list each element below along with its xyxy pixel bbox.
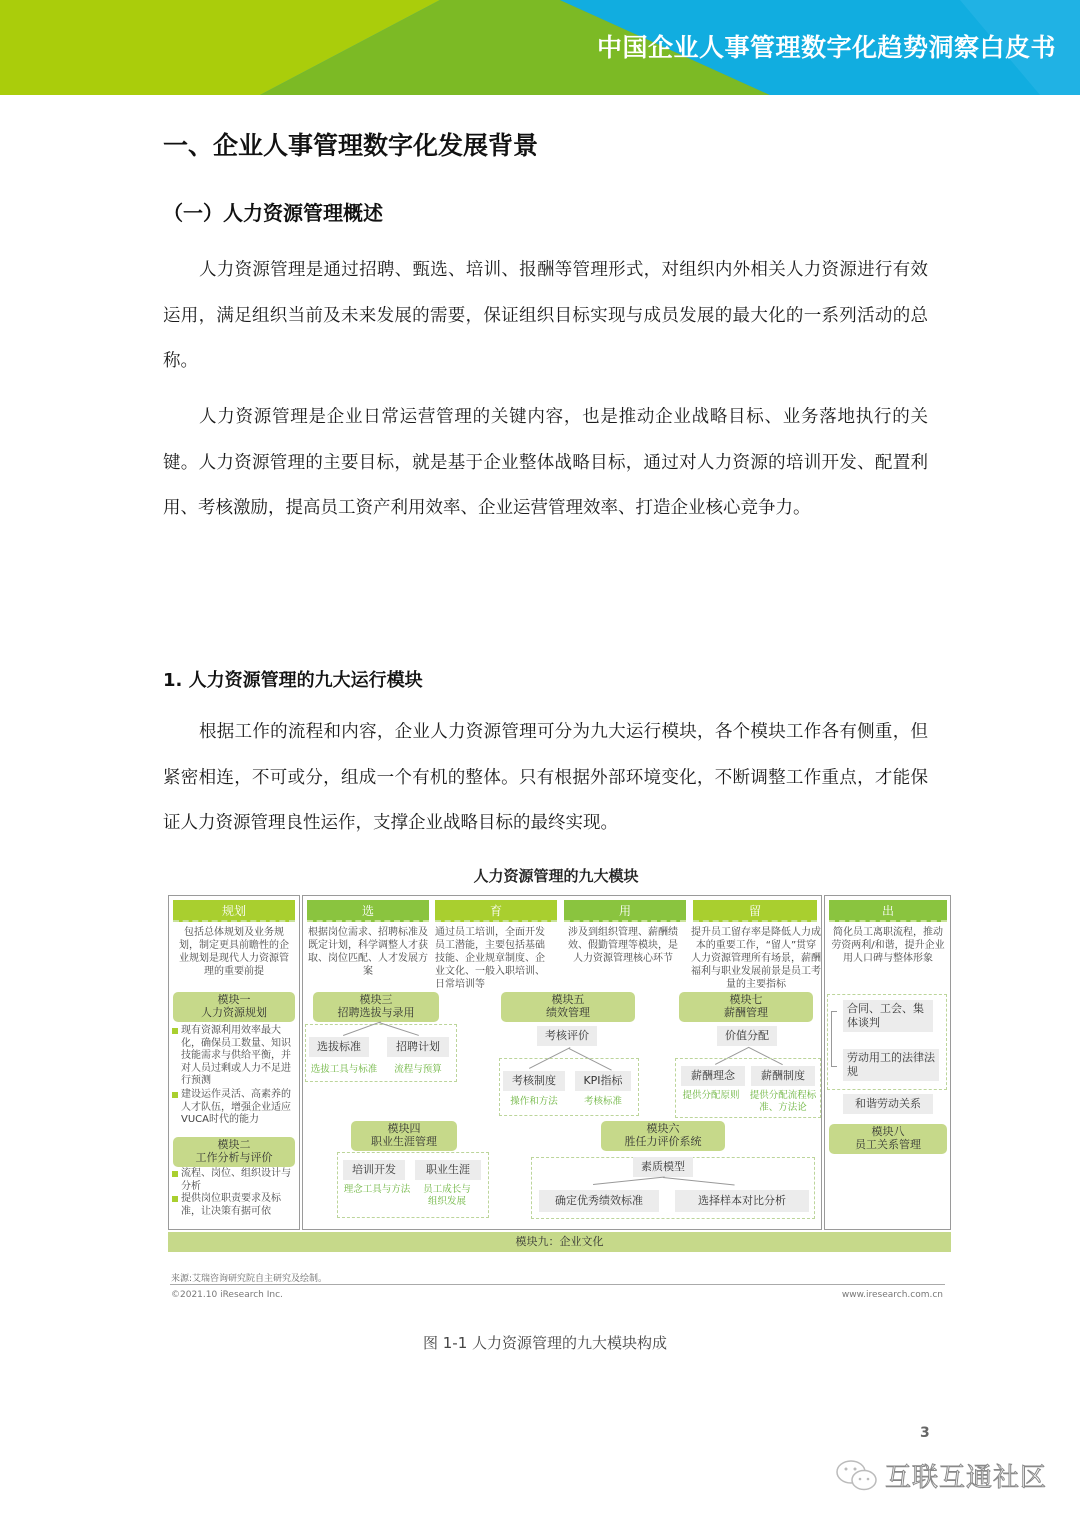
concept-note: 提供分配流程标准、方法论 [749, 1090, 817, 1113]
concept-center: 考核评价 [537, 1026, 597, 1046]
module-1 [173, 992, 295, 1022]
module-number: 模块六 [646, 1122, 680, 1135]
middle-columns [302, 895, 822, 1230]
module-number: 模块三 [359, 993, 393, 1006]
column-planning [168, 895, 300, 1230]
module-number: 模块一 [217, 993, 251, 1006]
module-6 [601, 1121, 725, 1151]
bullet-item: 现有资源利用效率最大化，确保员工数量、知识技能需求与供给平衡，并对人员过剩或人力不足进行预测 [172, 1025, 294, 1088]
column-header-develop: 育 [435, 900, 557, 922]
module-2 [173, 1137, 295, 1167]
module-title: 绩效管理 [546, 1006, 590, 1019]
concept-box: 选拔标准 [309, 1037, 369, 1057]
concept-note: 流程与预算 [394, 1064, 442, 1075]
concept-note: 提供分配原则 [682, 1090, 740, 1101]
concept-box: 合同、工会、集体谈判 [843, 1000, 933, 1032]
watermark-text: 互联互通社区 [885, 1463, 1048, 1493]
bracket [831, 1011, 837, 1067]
document-title: 中国企业人事管理数字化趋势洞察白皮书 [596, 33, 1056, 62]
concept-box: 薪酬理念 [681, 1066, 745, 1086]
header-banner [0, 0, 1080, 95]
module-title: 工作分析与评价 [195, 1151, 273, 1164]
concept-box: 职业生涯 [415, 1160, 481, 1180]
concept-box: 招聘计划 [387, 1037, 449, 1057]
module-number: 模块五 [551, 993, 585, 1006]
module-title: 人力资源规划 [201, 1006, 267, 1019]
concept-box: 劳动用工的法律法规 [843, 1049, 939, 1081]
module-7 [679, 992, 813, 1022]
body-paragraph: 根据工作的流程和内容，企业人力资源管理可分为九大运行模块，各个模块工作各有侧重，但紧密相连，不可或分，组成一个有机的整体。只有根据外部环境变化，不断调整工作重点，才能保证人力资源管理良性运作，支撑企业战略目标的最终实现。 [163, 722, 928, 833]
module-title: 职业生涯管理 [371, 1135, 437, 1148]
module-title: 薪酬管理 [724, 1006, 768, 1019]
divider [170, 1284, 945, 1285]
column-description: 根据岗位需求、招聘标准及既定计划，科学调整人才获取、岗位匹配、人才发展方案 [308, 927, 428, 977]
body-paragraph: 人力资源管理是通过招聘、甄选、培训、报酬等管理形式，对组织内外相关人力资源进行有效运用，满足组织当前及未来发展的需要，保证组织目标实现与成员发展的最大化的一系列活动的总称。 [163, 260, 928, 371]
column-description: 提升员工留存率是降低人力成本的重要工作，“留人”贯穿人力资源管理所有场景，薪酬福利与职业发展前景是员工考量的主要指标 [691, 927, 821, 990]
concept-center: 素质模型 [633, 1157, 693, 1177]
concept-note: 操作和方法 [510, 1096, 558, 1107]
module-number: 模块四 [387, 1122, 421, 1135]
concept-box: 确定优秀绩效标准 [539, 1190, 659, 1212]
module-8 [829, 1124, 947, 1154]
bullet-item: 流程、岗位、组织设计与分析 [172, 1168, 294, 1193]
module-title: 员工关系管理 [855, 1138, 921, 1151]
module-3 [313, 992, 439, 1022]
concept-box: KPI指标 [575, 1071, 631, 1091]
module-number: 模块八 [871, 1125, 905, 1138]
watermark [835, 1457, 1047, 1494]
column-header-use: 用 [564, 900, 686, 922]
module-5 [501, 992, 635, 1022]
column-description: 通过员工培训，全面开发员工潜能，主要包括基础技能、企业规章制度、企业文化、一般入职培训、日常培训等 [435, 927, 545, 990]
topic-heading: 1. 人力资源管理的九大运行模块 [163, 670, 423, 691]
website: www.iresearch.com.cn [841, 1290, 943, 1300]
column-header: 出 [829, 900, 947, 922]
concept-center: 价值分配 [717, 1026, 777, 1046]
bullet-item: 建设运作灵活、高素养的人才队伍，增强企业适应VUCA时代的能力 [172, 1089, 294, 1127]
column-description: 涉及到组织管理、薪酬绩效、假勤管理等模块，是人力资源管理核心环节 [568, 927, 678, 964]
module-9-culture-bar: 模块九：企业文化 [168, 1232, 951, 1252]
column-exit [824, 895, 951, 1230]
concept-box: 培训开发 [343, 1160, 405, 1180]
concept-note: 选拔工具与标准 [310, 1064, 378, 1075]
module-4 [351, 1121, 457, 1151]
concept-note: 考核标准 [583, 1096, 622, 1107]
body-paragraph: 人力资源管理是企业日常运营管理的关键内容，也是推动企业战略目标、业务落地执行的关键。人力资源管理的主要目标，就是基于企业整体战略目标，通过对人力资源的培训开发、配置利用、考核激励，提高员工资产利用效率、企业运营管理效率、打造企业核心竞争力。 [163, 407, 928, 518]
section-heading: 一、企业人事管理数字化发展背景 [163, 131, 539, 160]
page-number: 3 [920, 1425, 930, 1441]
bullet-item: 提供岗位职责要求及标准，让决策有据可依 [172, 1193, 294, 1218]
column-description: 简化员工离职流程，推动劳资两利/和谐，提升企业用人口碑与整体形象 [831, 927, 945, 964]
concept-note: 理念工具与方法 [343, 1184, 411, 1195]
figure-caption: 图 1-1 人力资源管理的九大模块构成 [422, 1334, 668, 1352]
module-number: 模块二 [217, 1138, 251, 1151]
concept-note: 员工成长与组织发展 [423, 1184, 471, 1207]
concept-box: 选择样本对比分析 [675, 1190, 809, 1212]
column-header: 规划 [173, 900, 295, 922]
module-title: 胜任力评价系统 [624, 1135, 702, 1148]
nine-modules-diagram [168, 895, 951, 1255]
wechat-icon [835, 1459, 879, 1493]
figure-source: 来源:艾瑞咨询研究院自主研究及绘制。 [171, 1274, 328, 1284]
concept-box: 薪酬制度 [751, 1066, 815, 1086]
subsection-heading: （一）人力资源管理概述 [163, 201, 383, 225]
column-header-retain: 留 [693, 900, 817, 922]
copyright: ©2021.10 iResearch Inc. [171, 1290, 283, 1300]
module-title: 招聘选拔与录用 [337, 1006, 415, 1019]
figure-title: 人力资源管理的九大模块 [473, 867, 639, 885]
column-header-select: 选 [307, 900, 429, 922]
concept-box: 考核制度 [503, 1071, 565, 1091]
module-number: 模块七 [729, 993, 763, 1006]
column-description: 包括总体规划及业务规划，制定更具前瞻性的企业规划是现代人力资源管理的重要前提 [179, 927, 289, 977]
concept-box: 和谐劳动关系 [843, 1094, 933, 1114]
